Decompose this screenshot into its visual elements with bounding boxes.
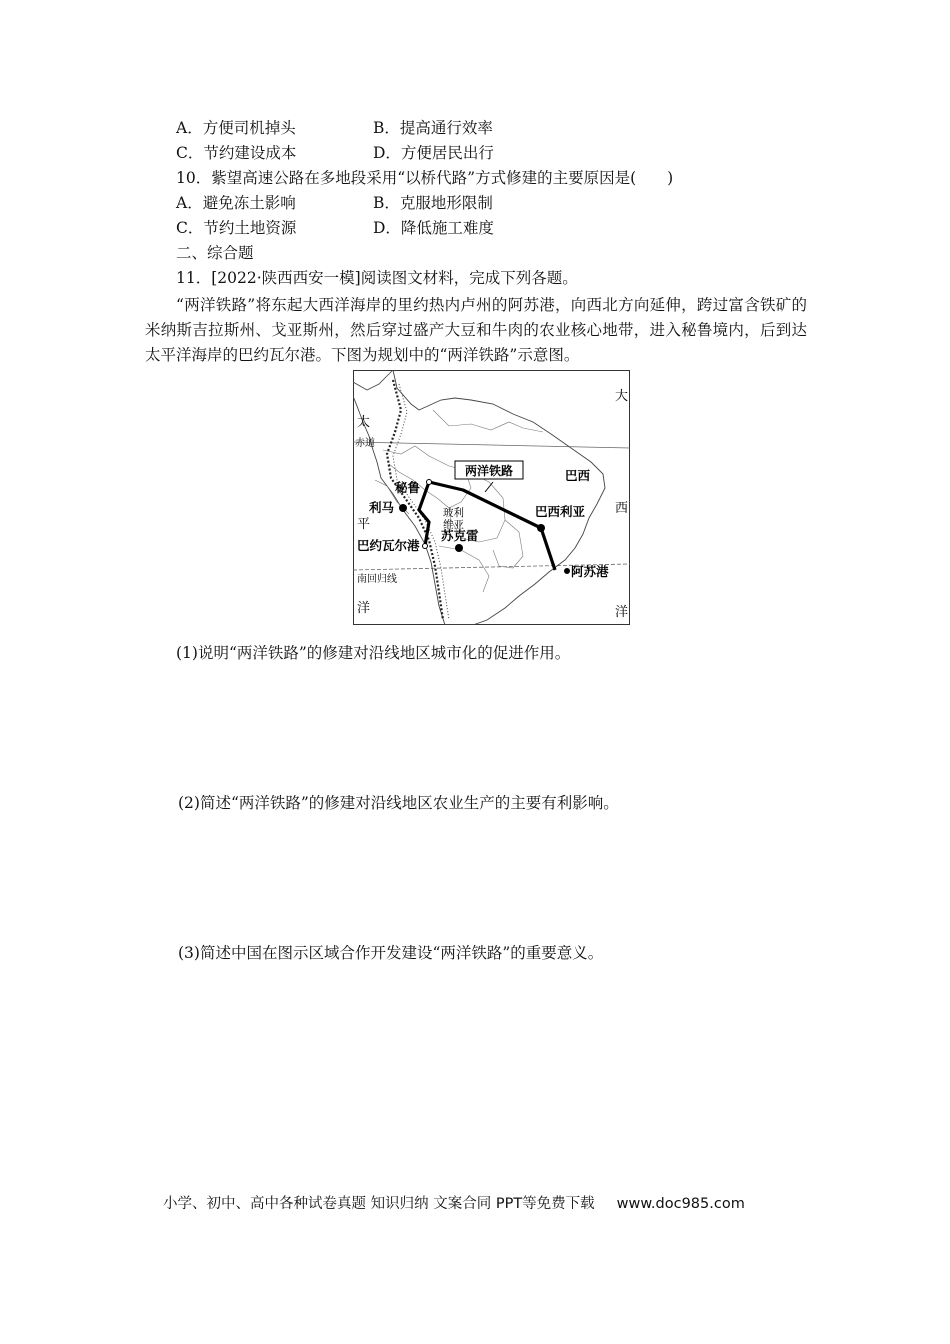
bayovar-label: 巴约瓦尔港 (357, 538, 420, 553)
tropic-label: 南回归线 (357, 574, 397, 585)
q9-option-b: B．提高通行效率 (373, 119, 493, 137)
atlantic-1: 大 (615, 389, 629, 404)
footer-url[interactable]: www.doc985.com (616, 1196, 745, 1212)
pacific-2: 平 (357, 517, 371, 532)
footer (163, 1192, 745, 1213)
sucre-label: 苏克雷 (441, 528, 479, 543)
q11-sub3: (3)简述中国在图示区域合作开发建设“两洋铁路”的重要意义。 (178, 944, 604, 962)
q11-sub1: (1)说明“两洋铁路”的修建对沿线地区城市化的促进作用。 (176, 644, 571, 662)
bolivia-label-2: 维亚 (443, 519, 464, 531)
lima-label: 利马 (369, 500, 395, 515)
atlantic-2: 西 (615, 501, 629, 516)
q10-option-d: D．降低施工难度 (373, 219, 494, 237)
q9-option-a: A．方便司机掉头 (176, 119, 296, 137)
q10-option-b: B．克服地形限制 (373, 194, 493, 212)
q10-stem: 10．紫望高速公路在多地段采用“以桥代路”方式修建的主要原因是( ) (176, 169, 674, 187)
q10-option-a: A．避免冻土影响 (176, 194, 296, 212)
lima-dot (399, 504, 407, 512)
q11-stem: 11．[2022·陕西西安一模]阅读图文材料，完成下列各题。 (176, 269, 578, 287)
brazil-label: 巴西 (565, 468, 591, 483)
asu-label: 阿苏港 (571, 564, 609, 579)
brasilia-label: 巴西利亚 (535, 504, 586, 519)
sucre-dot (455, 544, 463, 552)
q9-option-d: D．方便居民出行 (373, 144, 494, 162)
railway-map (353, 370, 630, 625)
atlantic-3: 洋 (615, 605, 629, 620)
footer-text: 小学、初中、高中各种试卷真题 知识归纳 文案合同 PPT等免费下载 (163, 1196, 595, 1212)
pacific-3: 洋 (357, 601, 371, 616)
q10-option-c: C．节约土地资源 (176, 219, 297, 237)
equator-label: 赤道 (355, 438, 375, 449)
q11-sub2: (2)简述“两洋铁路”的修建对沿线地区农业生产的主要有利影响。 (178, 794, 619, 812)
railway-label: 两洋铁路 (464, 464, 514, 478)
q11-passage: “两洋铁路”将东起大西洋海岸的里约热内卢州的阿苏港，向西北方向延伸，跨过富含铁矿的米纳斯吉拉斯州、戈亚斯州，然后穿过盛产大豆和牛肉的农业核心地带，进入秘鲁境内，后到达太平洋海岸的巴约瓦尔港。下图为规划中的“两洋铁路”示意图。 (145, 296, 807, 364)
asu-dot (565, 569, 570, 574)
peru-label: 秘鲁 (395, 480, 421, 495)
section-title: 二、综合题 (176, 244, 254, 262)
q9-option-c: C．节约建设成本 (176, 144, 297, 162)
pacific-1: 太 (357, 415, 371, 430)
brasilia-dot (537, 524, 545, 532)
bolivia-label-1: 玻利 (443, 507, 464, 519)
